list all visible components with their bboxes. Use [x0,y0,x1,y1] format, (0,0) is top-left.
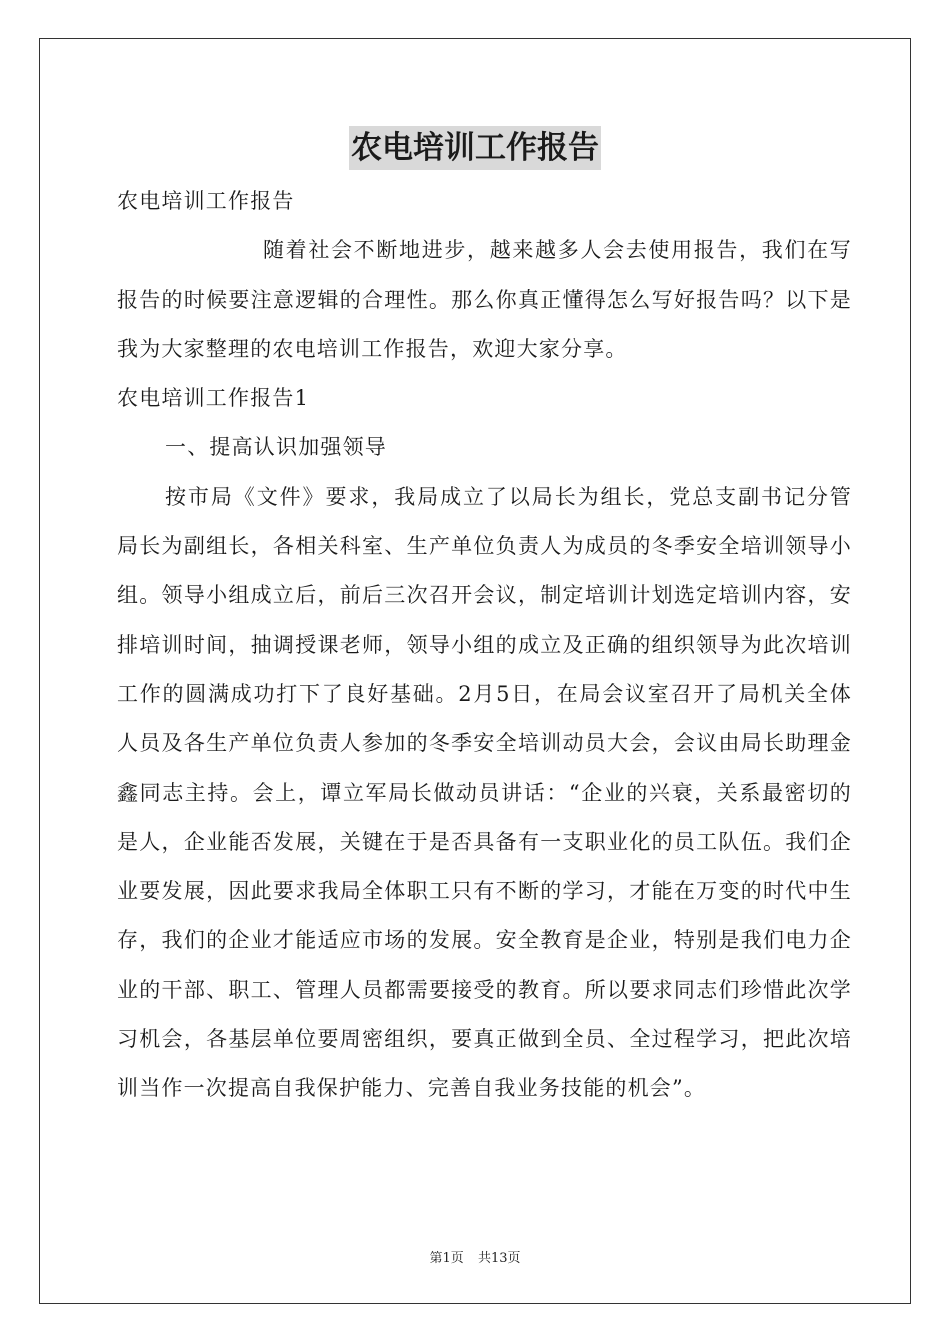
current-page-number: 第1页 [429,1251,464,1266]
page-footer [0,1247,950,1266]
body-paragraph: 按市局《文件》要求，我局成立了以局长为组长，党总支副书记分管局长为副组长，各相关科室、生产单位负责人为成员的冬季安全培训领导小组。领导小组成立后，前后三次召开会议，制定培训计划选定培训内容，安排培训时间，抽调授课老师，领导小组的成立及正确的组织领导为此次培训工作的圆满成功打下了良好基础。2月5日，在局会议室召开了局机关全体人员及各生产单位负责人参加的冬季安全培训动员大会，会议由局长助理金鑫同志主持。会上，谭立军局长做动员讲话：“企业的兴衰，关系最密切的是人，企业能否发展，关键在于是否具备有一支职业化的员工队伍。我们企业要发展，因此要求我局全体职工只有不断的学习，才能在万变的时代中生存，我们的企业才能适应市场的发展。安全教育是企业，特别是我们电力企业的干部、职工、管理人员都需要接受的教育。所以要求同志们珍惜此次学习机会，各基层单位要周密组织，要真正做到全员、全过程学习，把此次培训当作一次提高自我保护能力、完善自我业务技能的机会”。 [117,484,852,1101]
intro-paragraph: 随着社会不断地进步，越来越多人会去使用报告，我们在写报告的时候要注意逻辑的合理性。那么你真正懂得怎么写好报告吗？以下是我为大家整理的农电培训工作报告，欢迎大家分享。 [117,238,852,361]
total-page-count: 共13页 [477,1251,521,1266]
section-heading: 一、提高认识加强领导 [165,435,387,460]
report-heading: 农电培训工作报告1 [117,386,310,411]
title-container [0,126,950,170]
document-title: 农电培训工作报告 [349,126,601,170]
document-subtitle: 农电培训工作报告 [117,189,295,213]
document-body [117,177,852,1114]
